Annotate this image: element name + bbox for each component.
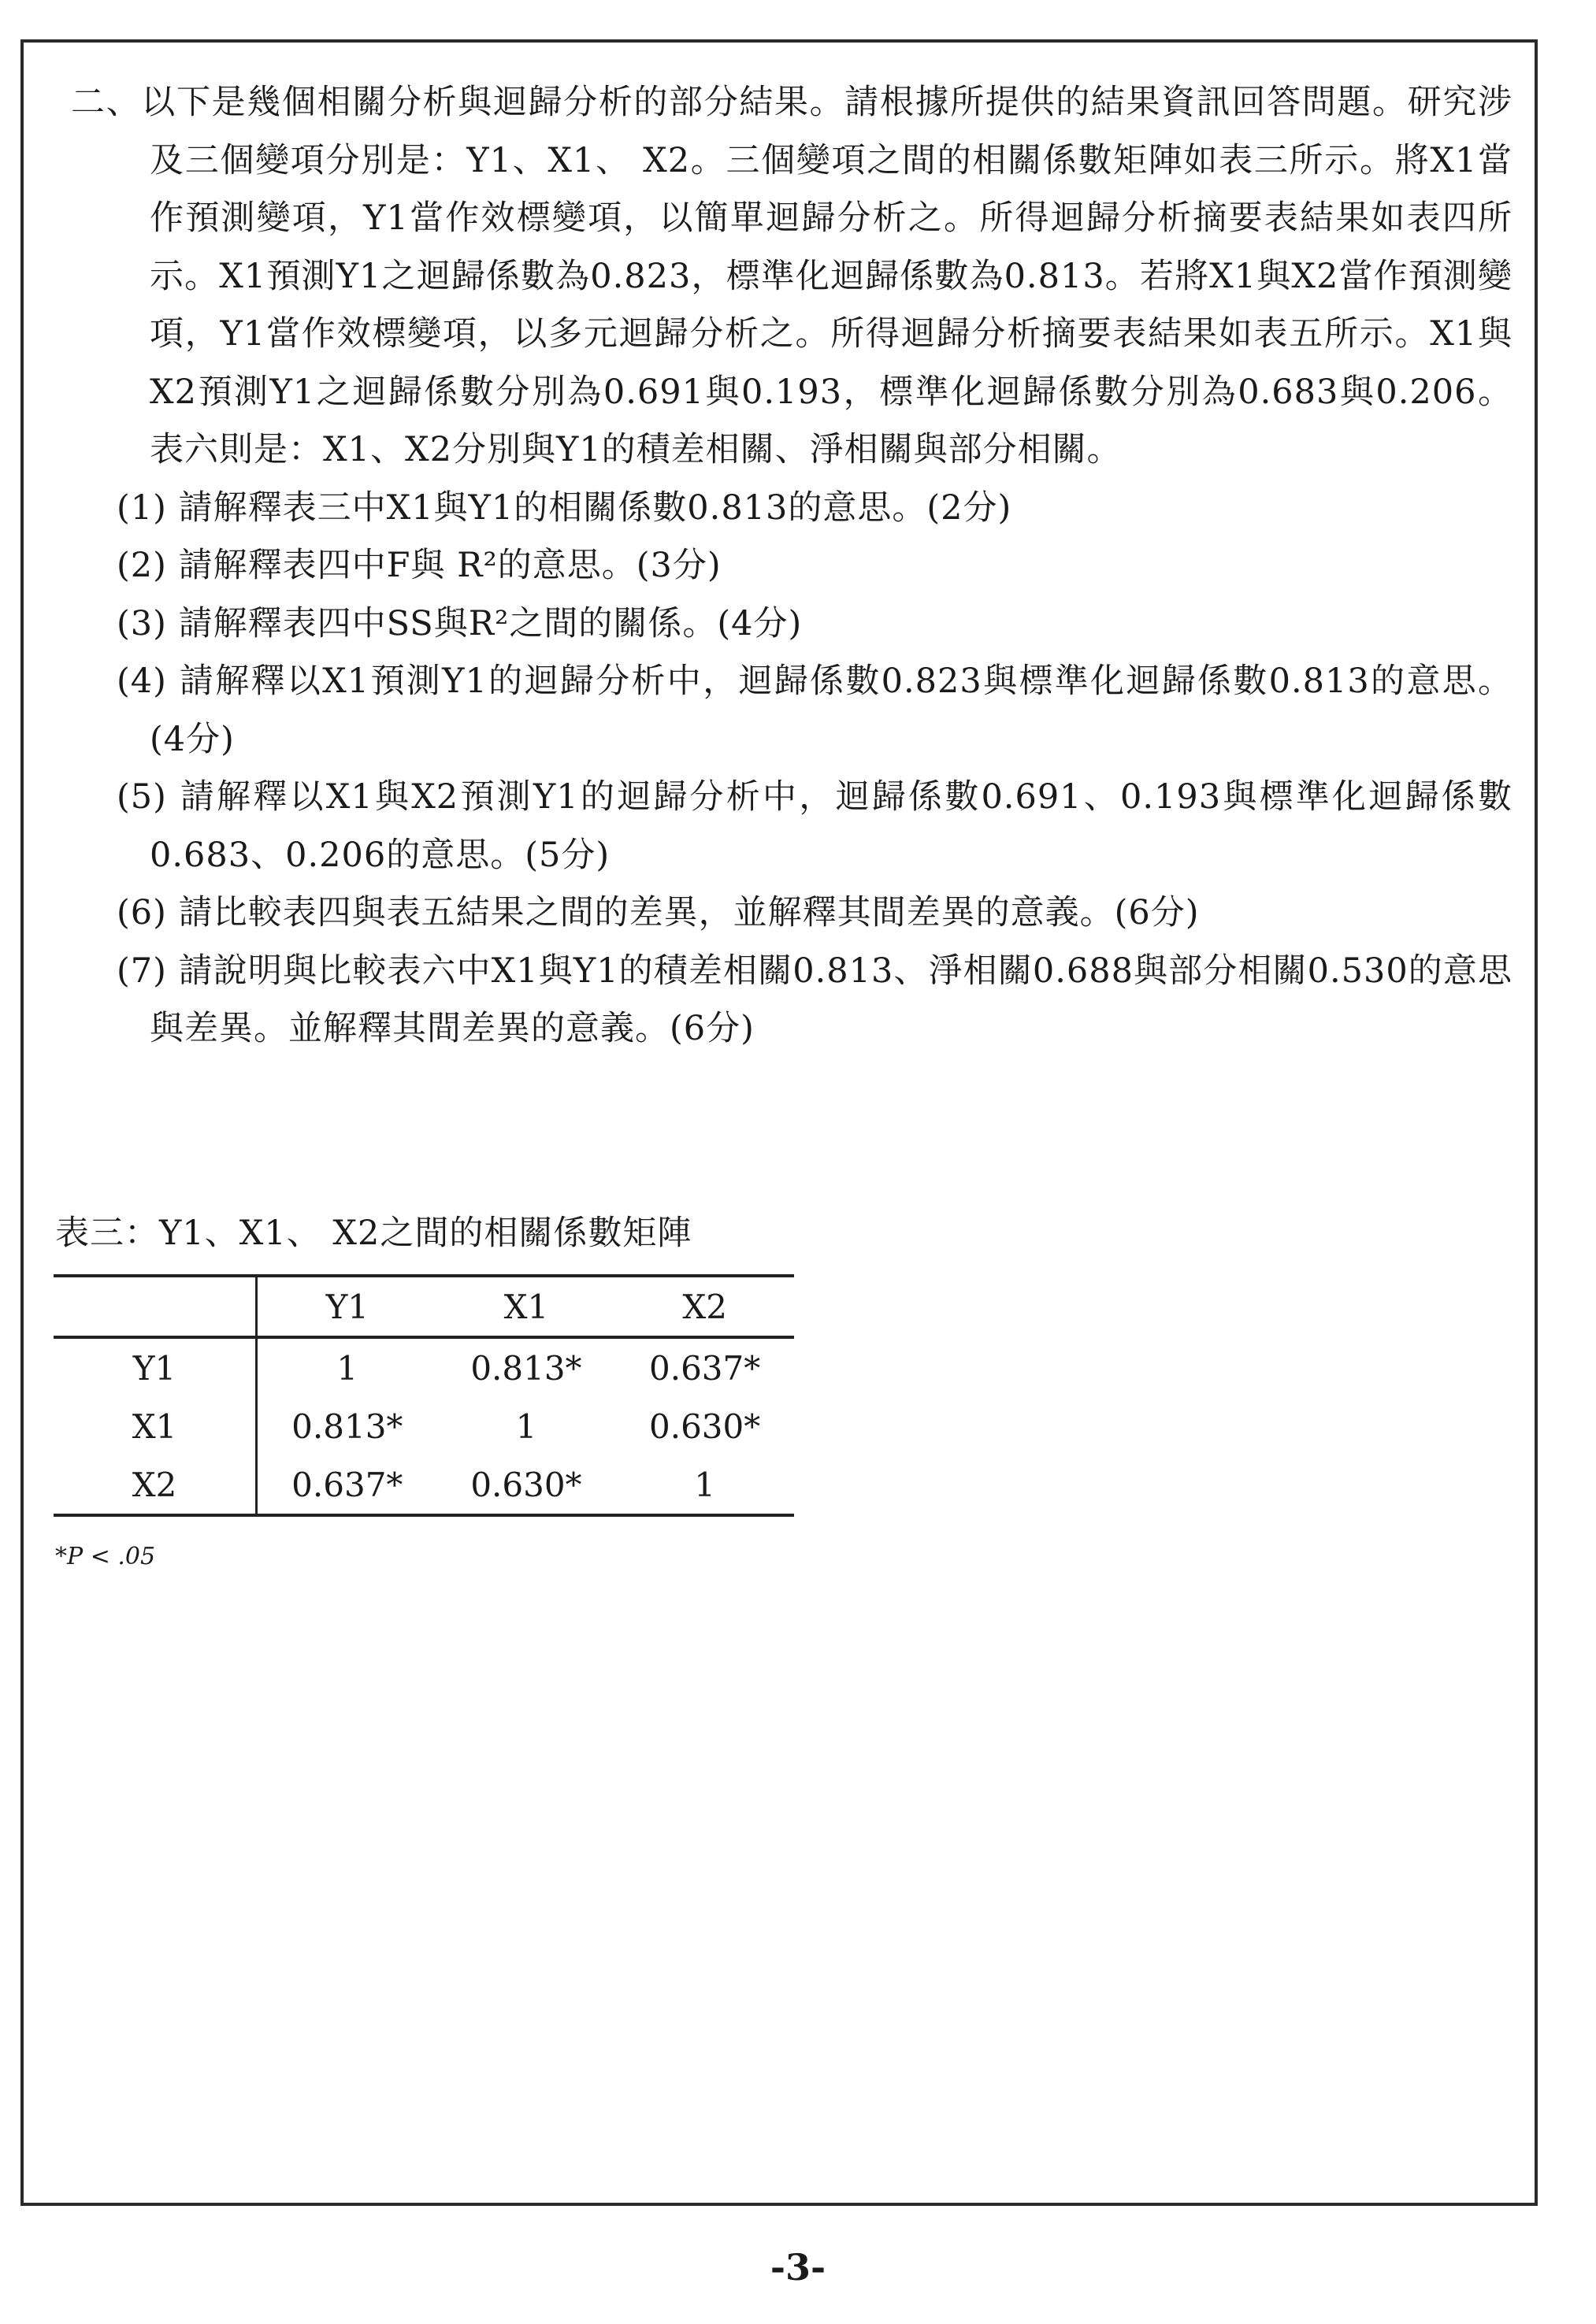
table-cell: 0.630*: [437, 1455, 616, 1515]
table-row-header: Y1: [54, 1337, 257, 1397]
table-cell: 1: [515, 1407, 537, 1446]
sub-question-3: (3) 請解釋表四中SS與R²之間的關係。(4分): [117, 603, 803, 643]
sub-question-4: (4) 請解釋以X1預測Y1的迴歸分析中，迴歸係數0.823與標準化迴歸係數0.813的意思。(4分): [117, 662, 1512, 759]
table-cell: 1: [336, 1348, 358, 1388]
table-column-header: Y1: [257, 1276, 437, 1337]
page-number: -3-: [770, 2246, 826, 2289]
table-cell: 0.813*: [291, 1407, 403, 1446]
table-column-header: X1: [437, 1276, 616, 1337]
question-frame: [20, 39, 1538, 2206]
sub-question-7: (7) 請說明與比較表六中X1與Y1的積差相關0.813、淨相關0.688與部分相關0.530的意思與差異。並解釋其間差異的意義。(6分): [117, 951, 1512, 1048]
table-row-header: X1: [54, 1397, 257, 1455]
table-corner-cell: [54, 1276, 257, 1337]
question-text: [71, 74, 1512, 1058]
table-cell: 0.637*: [649, 1348, 761, 1388]
table-cell: 0.630*: [649, 1407, 761, 1446]
table-column-header: X2: [615, 1276, 794, 1337]
table3-caption: 表三：Y1、X1、 X2之間的相關係數矩陣: [55, 1214, 692, 1253]
sub-question-2: (2) 請解釋表四中F與 R²的意思。(3分): [117, 546, 722, 585]
correlation-matrix-table: [54, 1274, 794, 1517]
table-row-header: X2: [54, 1455, 257, 1515]
question-intro: 二、以下是幾個相關分析與迴歸分析的部分結果。請根據所提供的結果資訊回答問題。研究涉及三個變項分別是：Y1、X1、 X2。三個變項之間的相關係數矩陣如表三所示。將X1當作預測變項，Y1當作效標變項，以簡單迴歸分析之。所得迴歸分析摘要表結果如表四所示。X1預測Y1之迴歸係數為0.823，標準化迴歸係數為0.813。若將X1與X2當作預測變項，Y1當作效標變項，以多元迴歸分析之。所得迴歸分析摘要表結果如表五所示。X1與X2預測Y1之迴歸係數分別為0.691與0.193，標準化迴歸係數分別為0.683與0.206。表六則是：X1、X2分別與Y1的積差相關、淨相關與部分相關。: [71, 83, 1512, 469]
table-cell: 0.637*: [257, 1455, 437, 1515]
table-row: [54, 1337, 794, 1397]
significance-note: *P < .05: [55, 1543, 156, 1570]
table-row: [54, 1397, 794, 1455]
table-cell: 1: [615, 1455, 794, 1515]
sub-question-5: (5) 請解釋以X1與X2預測Y1的迴歸分析中，迴歸係數0.691、0.193與標準化迴歸係數0.683、0.206的意思。(5分): [117, 777, 1512, 875]
table-cell: 0.813*: [470, 1348, 582, 1388]
sub-question-1: (1) 請解釋表三中X1與Y1的相關係數0.813的意思。(2分): [117, 487, 1012, 528]
table-row: [54, 1455, 794, 1515]
sub-question-6: (6) 請比較表四與表五結果之間的差異，並解釋其間差異的意義。(6分): [117, 893, 1200, 932]
table-header-row: [54, 1276, 794, 1337]
